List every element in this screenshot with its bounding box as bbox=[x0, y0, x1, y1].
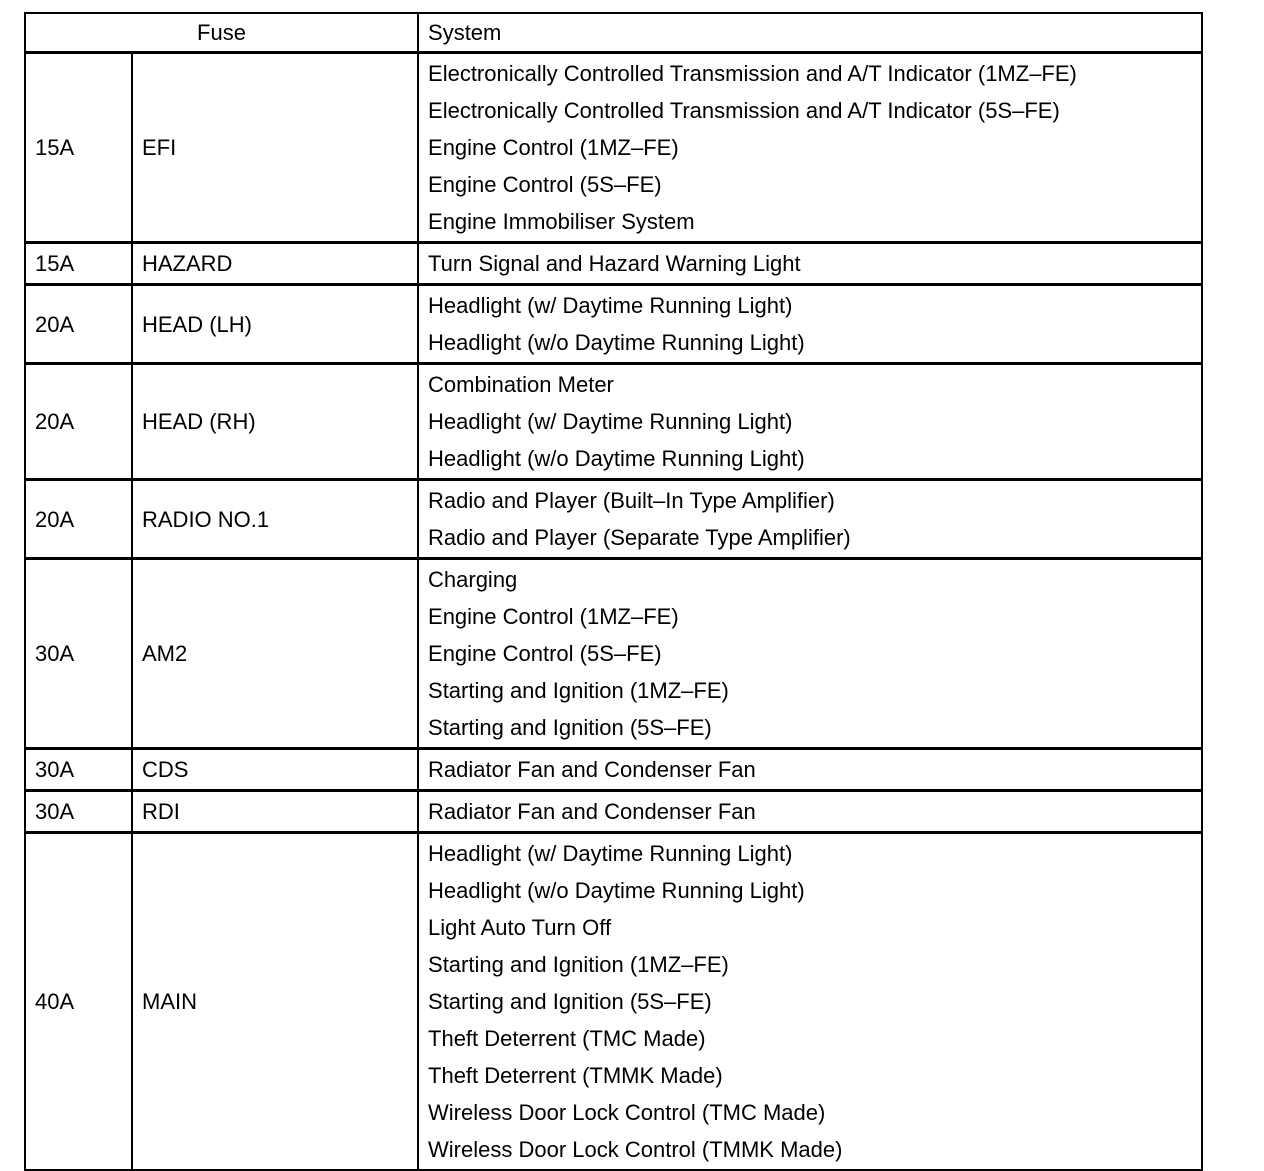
fuse-table bbox=[24, 12, 1203, 1171]
header-system: System bbox=[418, 13, 1202, 53]
fuse-name: HAZARD bbox=[132, 243, 418, 285]
table-row bbox=[25, 53, 1202, 243]
fuse-amperage: 15A bbox=[25, 243, 132, 285]
system-item: Engine Control (5S–FE) bbox=[428, 172, 662, 197]
fuse-name: RADIO NO.1 bbox=[132, 480, 418, 559]
table-row bbox=[25, 285, 1202, 364]
system-item: Wireless Door Lock Control (TMC Made) bbox=[428, 1100, 826, 1125]
system-item: Engine Control (1MZ–FE) bbox=[428, 135, 679, 160]
system-item: Starting and Ignition (1MZ–FE) bbox=[428, 678, 729, 703]
system-item: Electronically Controlled Transmission and A/T Indicator (5S–FE) bbox=[428, 98, 1060, 123]
system-item: Radiator Fan and Condenser Fan bbox=[428, 757, 756, 782]
system-item: Headlight (w/o Daytime Running Light) bbox=[428, 446, 805, 471]
fuse-systems bbox=[418, 53, 1202, 243]
fuse-amperage: 20A bbox=[25, 364, 132, 480]
system-item: Starting and Ignition (5S–FE) bbox=[428, 715, 712, 740]
fuse-systems bbox=[418, 243, 1202, 285]
fuse-amperage: 30A bbox=[25, 791, 132, 833]
table-row bbox=[25, 791, 1202, 833]
fuse-amperage: 20A bbox=[25, 480, 132, 559]
table-row bbox=[25, 559, 1202, 749]
system-item: Engine Immobiliser System bbox=[428, 209, 695, 234]
system-item: Radio and Player (Separate Type Amplifier) bbox=[428, 525, 851, 550]
system-item: Theft Deterrent (TMMK Made) bbox=[428, 1063, 723, 1088]
fuse-amperage: 20A bbox=[25, 285, 132, 364]
system-item: Light Auto Turn Off bbox=[428, 915, 612, 940]
system-item: Headlight (w/o Daytime Running Light) bbox=[428, 878, 805, 903]
system-item: Combination Meter bbox=[428, 372, 614, 397]
system-item: Electronically Controlled Transmission and A/T Indicator (1MZ–FE) bbox=[428, 61, 1077, 86]
fuse-name: CDS bbox=[132, 749, 418, 791]
table-row bbox=[25, 243, 1202, 285]
header-row bbox=[25, 13, 1202, 53]
fuse-systems bbox=[418, 364, 1202, 480]
system-item: Engine Control (5S–FE) bbox=[428, 641, 662, 666]
fuse-name: AM2 bbox=[132, 559, 418, 749]
system-item: Radiator Fan and Condenser Fan bbox=[428, 799, 756, 824]
table-row bbox=[25, 833, 1202, 1171]
system-item: Starting and Ignition (1MZ–FE) bbox=[428, 952, 729, 977]
system-item: Headlight (w/o Daytime Running Light) bbox=[428, 330, 805, 355]
table-row bbox=[25, 364, 1202, 480]
system-item: Engine Control (1MZ–FE) bbox=[428, 604, 679, 629]
fuse-systems bbox=[418, 559, 1202, 749]
system-item: Headlight (w/ Daytime Running Light) bbox=[428, 293, 793, 318]
table-row bbox=[25, 749, 1202, 791]
fuse-name: RDI bbox=[132, 791, 418, 833]
system-item: Charging bbox=[428, 567, 518, 592]
header-fuse: Fuse bbox=[25, 13, 418, 53]
fuse-amperage: 30A bbox=[25, 749, 132, 791]
fuse-systems bbox=[418, 285, 1202, 364]
system-item: Turn Signal and Hazard Warning Light bbox=[428, 251, 801, 276]
fuse-name: MAIN bbox=[132, 833, 418, 1171]
system-item: Headlight (w/ Daytime Running Light) bbox=[428, 841, 793, 866]
fuse-systems bbox=[418, 833, 1202, 1171]
fuse-name: HEAD (RH) bbox=[132, 364, 418, 480]
fuse-table-header bbox=[25, 13, 1202, 53]
system-item: Starting and Ignition (5S–FE) bbox=[428, 989, 712, 1014]
system-item: Radio and Player (Built–In Type Amplifier) bbox=[428, 488, 835, 513]
system-item: Wireless Door Lock Control (TMMK Made) bbox=[428, 1137, 843, 1162]
fuse-name: HEAD (LH) bbox=[132, 285, 418, 364]
fuse-name: EFI bbox=[132, 53, 418, 243]
fuse-amperage: 40A bbox=[25, 833, 132, 1171]
system-item: Headlight (w/ Daytime Running Light) bbox=[428, 409, 793, 434]
fuse-amperage: 15A bbox=[25, 53, 132, 243]
fuse-systems bbox=[418, 480, 1202, 559]
table-row bbox=[25, 480, 1202, 559]
fuse-systems bbox=[418, 749, 1202, 791]
system-item: Theft Deterrent (TMC Made) bbox=[428, 1026, 706, 1051]
fuse-systems bbox=[418, 791, 1202, 833]
fuse-table-body bbox=[25, 53, 1202, 1171]
fuse-amperage: 30A bbox=[25, 559, 132, 749]
